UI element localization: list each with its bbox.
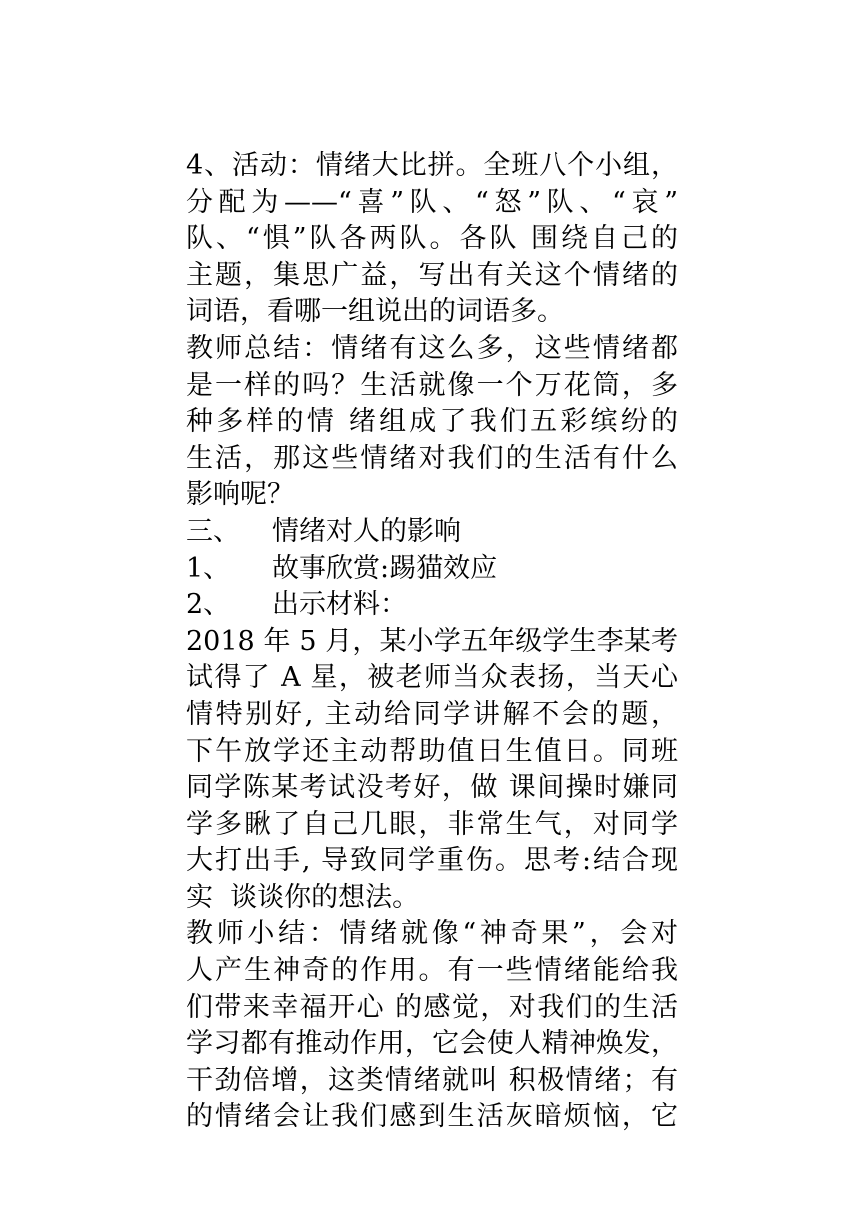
material-line: 试得了 A 星，被老师当众表扬，当天心	[186, 662, 678, 694]
summary-line: 干劲倍增，这类情绪就叫 积极情绪；有	[186, 1064, 678, 1096]
material-line: 情特别好, 主动给同学讲解不会的题，	[186, 698, 678, 730]
list-item-text: 故事欣赏:踢猫效应	[272, 552, 498, 584]
text-line: 队、“惧”队各两队。各队 围绕自己的	[186, 223, 678, 255]
text-line: 是一样的吗？生活就像一个万花筒，多	[186, 369, 678, 401]
summary-line: 学习都有推动作用，它会使人精神焕发，	[186, 1028, 678, 1060]
summary-line: 的情绪会让我们感到生活灰暗烦恼，它	[186, 1101, 678, 1133]
section-title: 情绪对人的影响	[272, 515, 461, 547]
material-line: 学多瞅了自己几眼，非常生气，对同学	[186, 808, 678, 840]
list-item-text: 出示材料：	[272, 589, 407, 621]
material-line: 同学陈某考试没考好，做 课间操时嫌同	[186, 772, 678, 804]
material-line: 2018 年 5 月，某小学五年级学生李某考	[186, 625, 678, 657]
text-line: 种多样的情 绪组成了我们五彩缤纷的	[186, 406, 678, 438]
section-heading	[186, 514, 678, 551]
material-line: 大打出手, 导致同学重伤。思考:结合现	[186, 845, 678, 877]
summary-line: 教师小结：情绪就像“神奇果”，会对	[186, 918, 678, 950]
list-item-number: 1、	[186, 552, 231, 584]
list-item	[186, 587, 678, 624]
material-line: 下午放学还主动帮助值日生值日。同班	[186, 735, 678, 767]
text-line: 影响呢？	[186, 479, 294, 511]
text-line: 分配为——“喜”队、“怒”队、“哀”	[186, 186, 678, 218]
summary-line: 们带来幸福开心 的感觉，对我们的生活	[186, 991, 678, 1023]
document-body	[186, 148, 678, 1136]
section-number: 三、	[186, 515, 240, 547]
text-line: 词语，看哪一组说出的词语多。	[186, 296, 564, 328]
list-item-number: 2、	[186, 589, 231, 621]
text-line: 教师总结：情绪有这么多，这些情绪都	[186, 332, 678, 364]
text-line: 生活，那这些情绪对我们的生活有什么	[186, 442, 678, 474]
summary-line: 人产生神奇的作用。有一些情绪能给我	[186, 955, 678, 987]
text-line: 主题，集思广益，写出有关这个情绪的	[186, 259, 678, 291]
list-item	[186, 551, 678, 588]
material-line: 实 谈谈你的想法。	[186, 881, 420, 913]
text-line: 4、活动：情绪大比拼。全班八个小组，	[186, 150, 678, 181]
